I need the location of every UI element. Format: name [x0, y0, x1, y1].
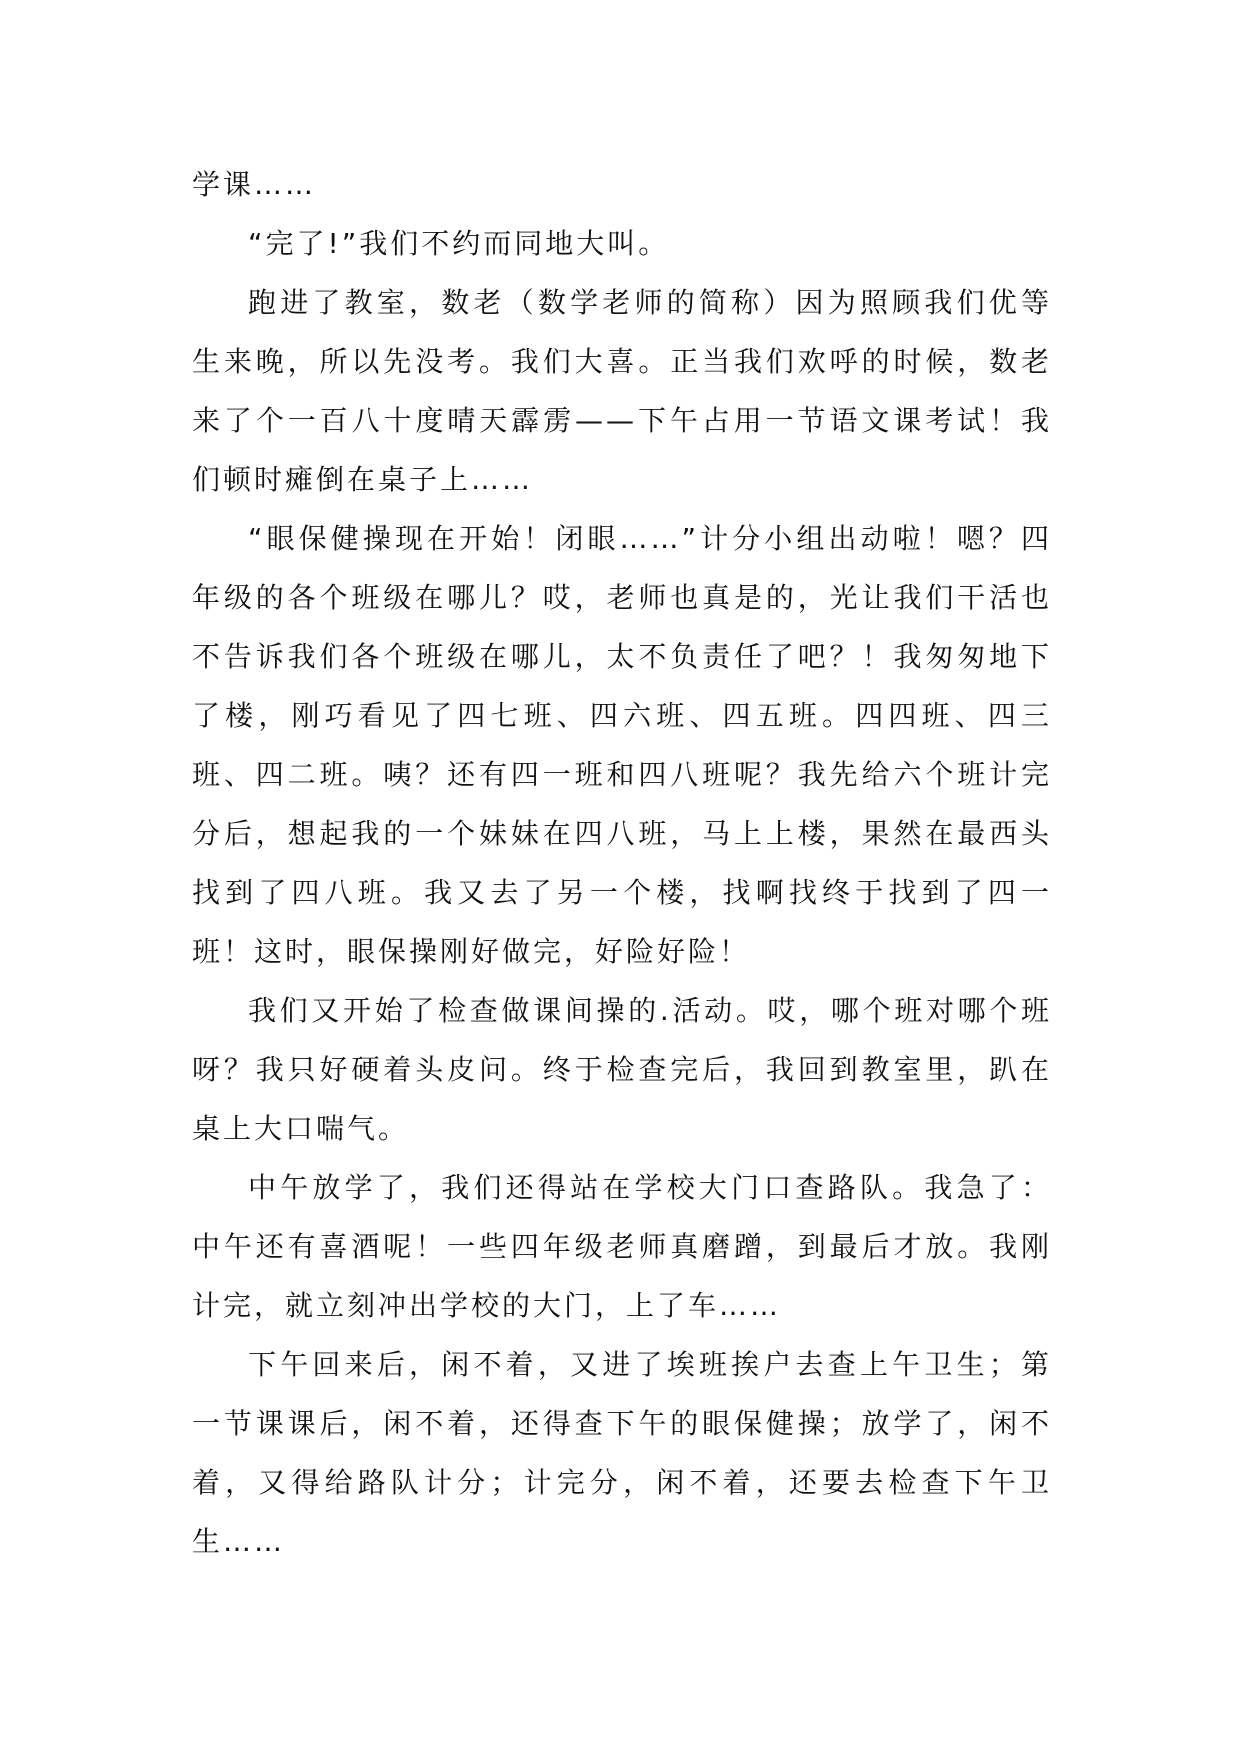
paragraph: “眼保健操现在开始！闭眼……”计分小组出动啦！嗯？四年级的各个班级在哪儿？哎，老师也真是的，光让我们干活也不告诉我们各个班级在哪儿，太不负责任了吧？！我匆匆地下了楼，刚巧看见了四七班、四六班、四五班。四四班、四三班、四二班。咦？还有四一班和四八班呢？我先给六个班计完分后，想起我的一个妹妹在四八班，马上上楼，果然在最西头找到了四八班。我又去了另一个楼，找啊找终于找到了四一班！这时，眼保操刚好做完，好险好险！: [192, 522, 1052, 968]
paragraph: 下午回来后，闲不着，又进了埃班挨户去查上午卫生；第一节课课后，闲不着，还得查下午的眼保健操；放学了，闲不着，又得给路队计分；计完分，闲不着，还要去检查下午卫生……: [192, 1348, 1052, 1558]
paragraph: “完了!”我们不约而同地大叫。: [248, 227, 670, 260]
paragraph: 跑进了教室，数老（数学老师的简称）因为照顾我们优等生来晚，所以先没考。我们大喜。正当我们欢呼的时候，数老来了个一百八十度晴天霹雳——下午占用一节语文课考试！我们顿时瘫倒在桌子上……: [192, 286, 1052, 496]
document-body: [192, 155, 1052, 1571]
paragraph: 我们又开始了检查做课间操的.活动。哎，哪个班对哪个班呀？我只好硬着头皮问。终于检查完后，我回到教室里，趴在桌上大口喘气。: [192, 994, 1052, 1145]
paragraph: 中午放学了，我们还得站在学校大门口查路队。我急了：中午还有喜酒呢！一些四年级老师真磨蹭，到最后才放。我刚计完，就立刻冲出学校的大门，上了车……: [192, 1171, 1052, 1322]
paragraph-continued: 学课……: [192, 168, 317, 201]
